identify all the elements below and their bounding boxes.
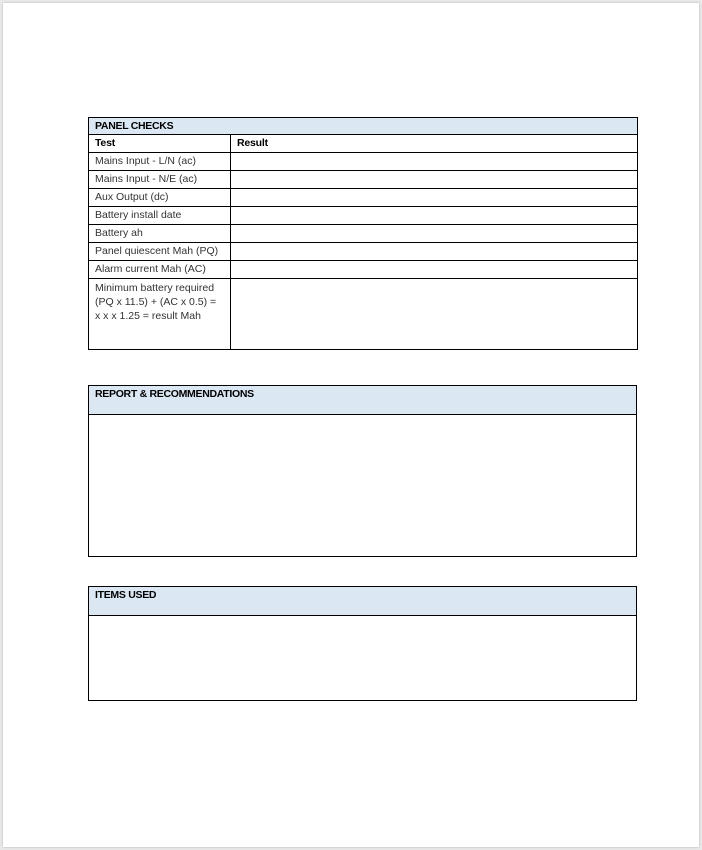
result-cell[interactable] — [231, 153, 638, 171]
items-used-body-row — [89, 616, 637, 701]
table-row — [89, 279, 638, 350]
col-test-header: Test — [89, 135, 231, 153]
table-row — [89, 243, 638, 261]
result-cell[interactable] — [231, 171, 638, 189]
panel-checks-title: PANEL CHECKS — [89, 118, 638, 135]
result-cell[interactable] — [231, 243, 638, 261]
panel-checks-table — [88, 117, 638, 350]
panel-checks-header-row — [89, 118, 638, 135]
report-title: REPORT & RECOMMENDATIONS — [89, 386, 637, 415]
items-used-title: ITEMS USED — [89, 587, 637, 616]
column-header-row — [89, 135, 638, 153]
table-row — [89, 225, 638, 243]
result-cell[interactable] — [231, 279, 638, 350]
test-cell: Minimum battery required (PQ x 11.5) + (AC x 0.5) = x x x 1.25 = result Mah — [89, 279, 231, 350]
test-cell: Alarm current Mah (AC) — [89, 261, 231, 279]
table-row — [89, 171, 638, 189]
report-body-field[interactable] — [89, 415, 637, 557]
test-cell: Aux Output (dc) — [89, 189, 231, 207]
test-cell: Battery install date — [89, 207, 231, 225]
test-cell: Mains Input - L/N (ac) — [89, 153, 231, 171]
table-row — [89, 189, 638, 207]
test-cell: Mains Input - N/E (ac) — [89, 171, 231, 189]
report-header-row — [89, 386, 637, 415]
report-body-row — [89, 415, 637, 557]
result-cell[interactable] — [231, 189, 638, 207]
test-cell: Panel quiescent Mah (PQ) — [89, 243, 231, 261]
table-row — [89, 153, 638, 171]
result-cell[interactable] — [231, 225, 638, 243]
table-row — [89, 207, 638, 225]
items-used-header-row — [89, 587, 637, 616]
document-page — [3, 3, 699, 847]
items-used-body-field[interactable] — [89, 616, 637, 701]
items-used-table — [88, 586, 637, 701]
col-result-header: Result — [231, 135, 638, 153]
test-cell: Battery ah — [89, 225, 231, 243]
result-cell[interactable] — [231, 261, 638, 279]
result-cell[interactable] — [231, 207, 638, 225]
table-row — [89, 261, 638, 279]
report-recommendations-table — [88, 385, 637, 557]
